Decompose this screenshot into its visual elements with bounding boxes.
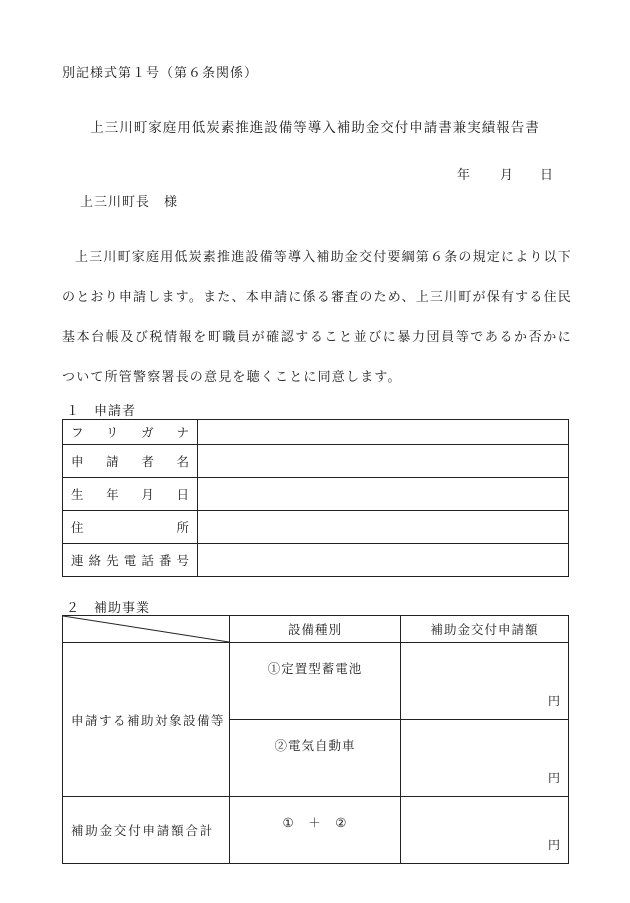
diagonal-line <box>63 616 229 642</box>
applicant-name-field[interactable] <box>198 445 569 478</box>
section-project-heading: ２ 補助事業 <box>66 601 151 616</box>
address-field[interactable] <box>198 511 569 544</box>
consent-paragraph: 上三川町家庭用低炭素推進設備等導入補助金交付要綱第６条の規定により以下のとおり申請します。また、本申請に係る審査のため、上三川町が保有する住民基本台帳及び税情報を町職員が確認すること並びに暴力団員等であるか否かについて所管警察署長の意見を聴くことに同意します。 <box>62 250 573 385</box>
row-label-phone: 連絡先電話番号 <box>63 544 198 577</box>
recipient: 上三川町長 様 <box>80 195 179 210</box>
item-electric-vehicle: ②電気自動車 <box>230 720 401 797</box>
diagonal-header-cell <box>63 616 230 643</box>
applicant-table <box>62 419 569 577</box>
row-label-furigana: フリガナ <box>63 420 198 445</box>
table-row <box>63 544 569 577</box>
date-day-label: 日 <box>540 168 554 183</box>
currency-label: 円 <box>547 838 560 852</box>
date-month-label: 月 <box>500 168 514 183</box>
form-number-label: 別記様式第１号（第６条関係） <box>62 66 259 81</box>
header-equipment-type: 設備種別 <box>230 616 401 643</box>
table-row <box>63 643 569 720</box>
total-amount-field[interactable] <box>401 797 569 864</box>
table-row <box>63 420 569 445</box>
table-row <box>63 478 569 511</box>
date-year-label: 年 <box>457 168 471 183</box>
furigana-field[interactable] <box>198 420 569 445</box>
storage-battery-amount-field[interactable] <box>401 643 569 720</box>
section-applicant-heading: １ 申請者 <box>66 404 137 419</box>
table-row <box>63 797 569 864</box>
subsidy-table <box>62 615 569 864</box>
row-label-birthdate: 生年月日 <box>63 478 198 511</box>
currency-label: 円 <box>547 771 560 785</box>
table-row <box>63 511 569 544</box>
electric-vehicle-amount-field[interactable] <box>401 720 569 797</box>
table-row <box>63 445 569 478</box>
document-title: 上三川町家庭用低炭素推進設備等導入補助金交付申請書兼実績報告書 <box>90 120 540 136</box>
item-storage-battery: ①定置型蓄電池 <box>230 643 401 720</box>
phone-field[interactable] <box>198 544 569 577</box>
table-row <box>63 616 569 643</box>
target-equipment-label: 申請する補助対象設備等 <box>63 643 230 797</box>
birthdate-field[interactable] <box>198 478 569 511</box>
row-label-applicant-name: 申請者名 <box>63 445 198 478</box>
row-label-address: 住所 <box>63 511 198 544</box>
total-amount-label: 補助金交付申請額合計 <box>63 797 230 864</box>
total-formula: ① ＋ ② <box>230 797 401 864</box>
currency-label: 円 <box>547 694 560 708</box>
header-subsidy-amount: 補助金交付申請額 <box>401 616 569 643</box>
